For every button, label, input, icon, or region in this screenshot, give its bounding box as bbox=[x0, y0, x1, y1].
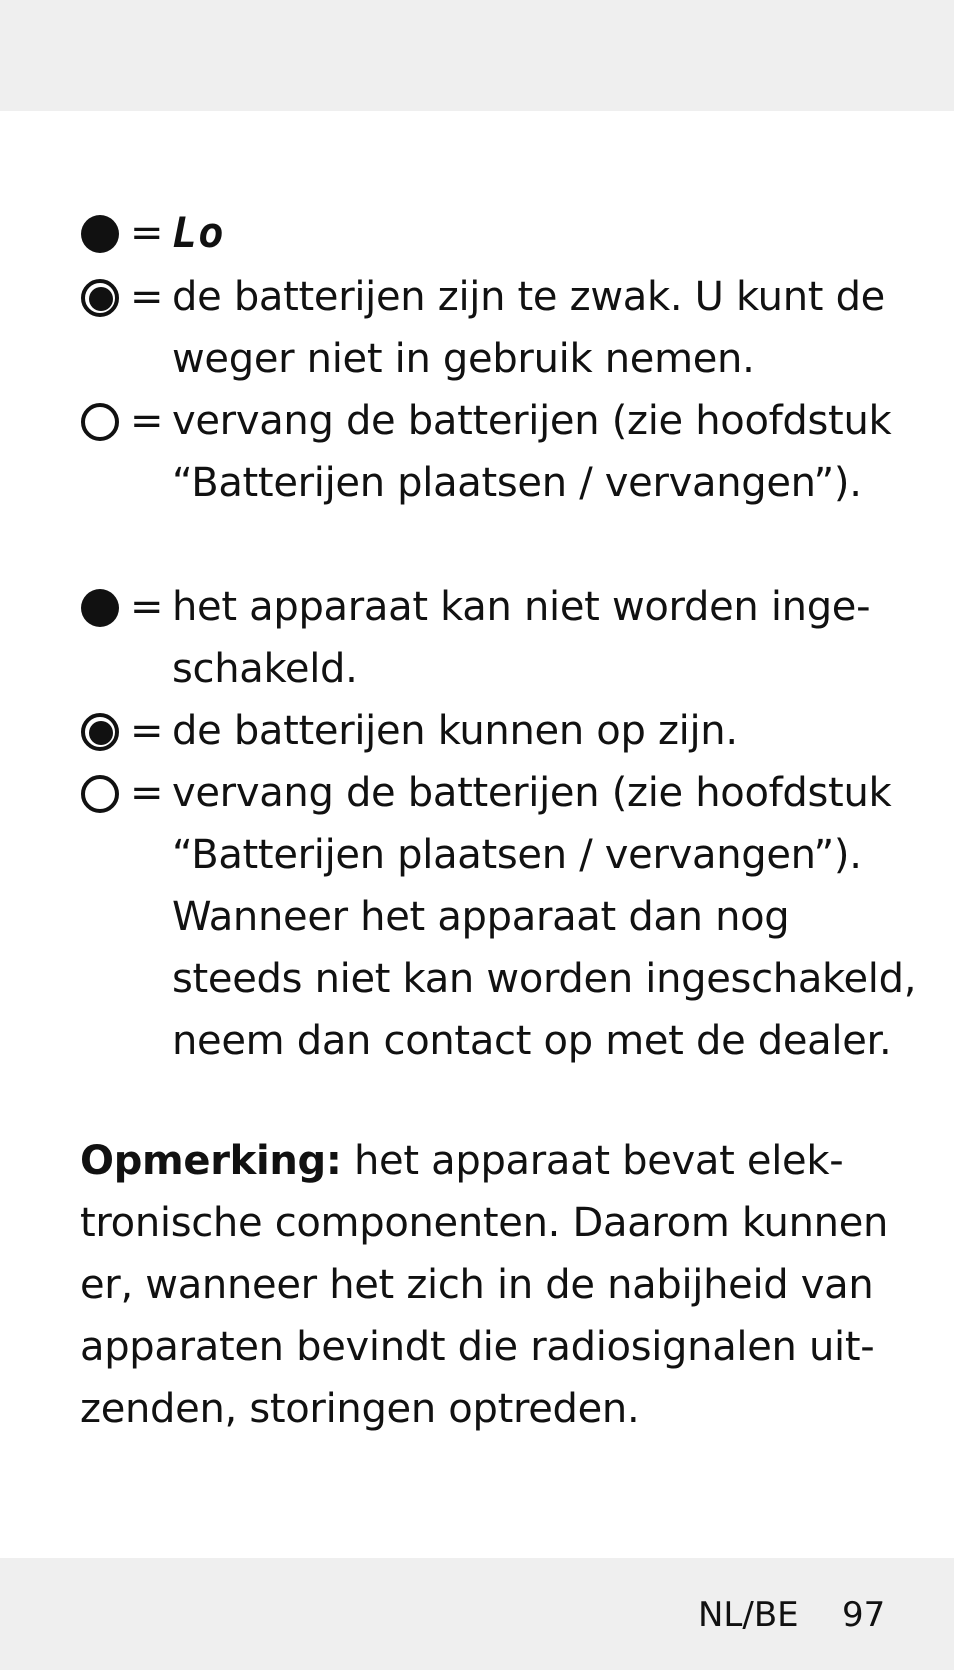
note-paragraph bbox=[80, 1130, 890, 1440]
text-line: steeds niet kan worden ingeschakeld, bbox=[172, 956, 917, 1002]
note-line: zenden, storingen optreden. bbox=[80, 1386, 640, 1432]
note-first-line bbox=[80, 1130, 890, 1192]
page-number: 97 bbox=[842, 1595, 886, 1635]
text-line: vervang de batterijen (zie hoofdstuk bbox=[172, 398, 892, 444]
text-line: “Batterijen plaatsen / vervangen”). bbox=[172, 832, 862, 878]
text-line: de batterijen zijn te zwak. U kunt de bbox=[172, 274, 885, 320]
text-line: “Batterijen plaatsen / vervangen”). bbox=[172, 460, 862, 506]
equals-sign: = bbox=[130, 708, 164, 754]
note-line: er, wanneer het zich in de nabijheid van bbox=[80, 1262, 874, 1308]
text-line: schakeld. bbox=[172, 646, 358, 692]
note-line: tronische componenten. Daarom kunnen bbox=[80, 1200, 889, 1246]
row-text bbox=[172, 576, 892, 700]
text-line: weger niet in gebruik nemen. bbox=[172, 336, 755, 382]
note-line: apparaten bevindt die radiosignalen uit- bbox=[80, 1324, 875, 1370]
text-line: het apparaat kan niet worden inge- bbox=[172, 584, 871, 630]
filled-circle-icon bbox=[80, 214, 120, 254]
footer-locale: NL/BE bbox=[698, 1595, 799, 1635]
equals-sign: = bbox=[130, 398, 164, 444]
row-text bbox=[172, 762, 917, 1072]
equals-sign: = bbox=[130, 770, 164, 816]
equals-sign: = bbox=[130, 584, 164, 630]
footer-band bbox=[0, 1558, 954, 1670]
empty-circle-icon bbox=[80, 402, 120, 442]
text-line: de batterijen kunnen op zijn. bbox=[172, 708, 738, 754]
equals-sign: = bbox=[130, 210, 164, 256]
equals-sign: = bbox=[130, 274, 164, 320]
text-line: neem dan contact op met de dealer. bbox=[172, 1018, 892, 1064]
text-line: Wanneer het apparaat dan nog bbox=[172, 894, 790, 940]
top-band bbox=[0, 0, 954, 111]
half-filled-circle-icon bbox=[80, 712, 120, 752]
note-label: Opmerking: bbox=[80, 1138, 342, 1184]
half-filled-circle-icon bbox=[80, 278, 120, 318]
row-text bbox=[172, 266, 892, 390]
text-line: vervang de batterijen (zie hoofdstuk bbox=[172, 770, 892, 816]
row-text bbox=[172, 390, 892, 514]
filled-circle-icon bbox=[80, 588, 120, 628]
lo-display bbox=[172, 202, 892, 264]
row-text bbox=[172, 700, 892, 762]
empty-circle-icon bbox=[80, 774, 120, 814]
lo-display-text: Lo bbox=[172, 208, 225, 257]
note-first-line-text: het apparaat bevat elek- bbox=[341, 1138, 844, 1184]
